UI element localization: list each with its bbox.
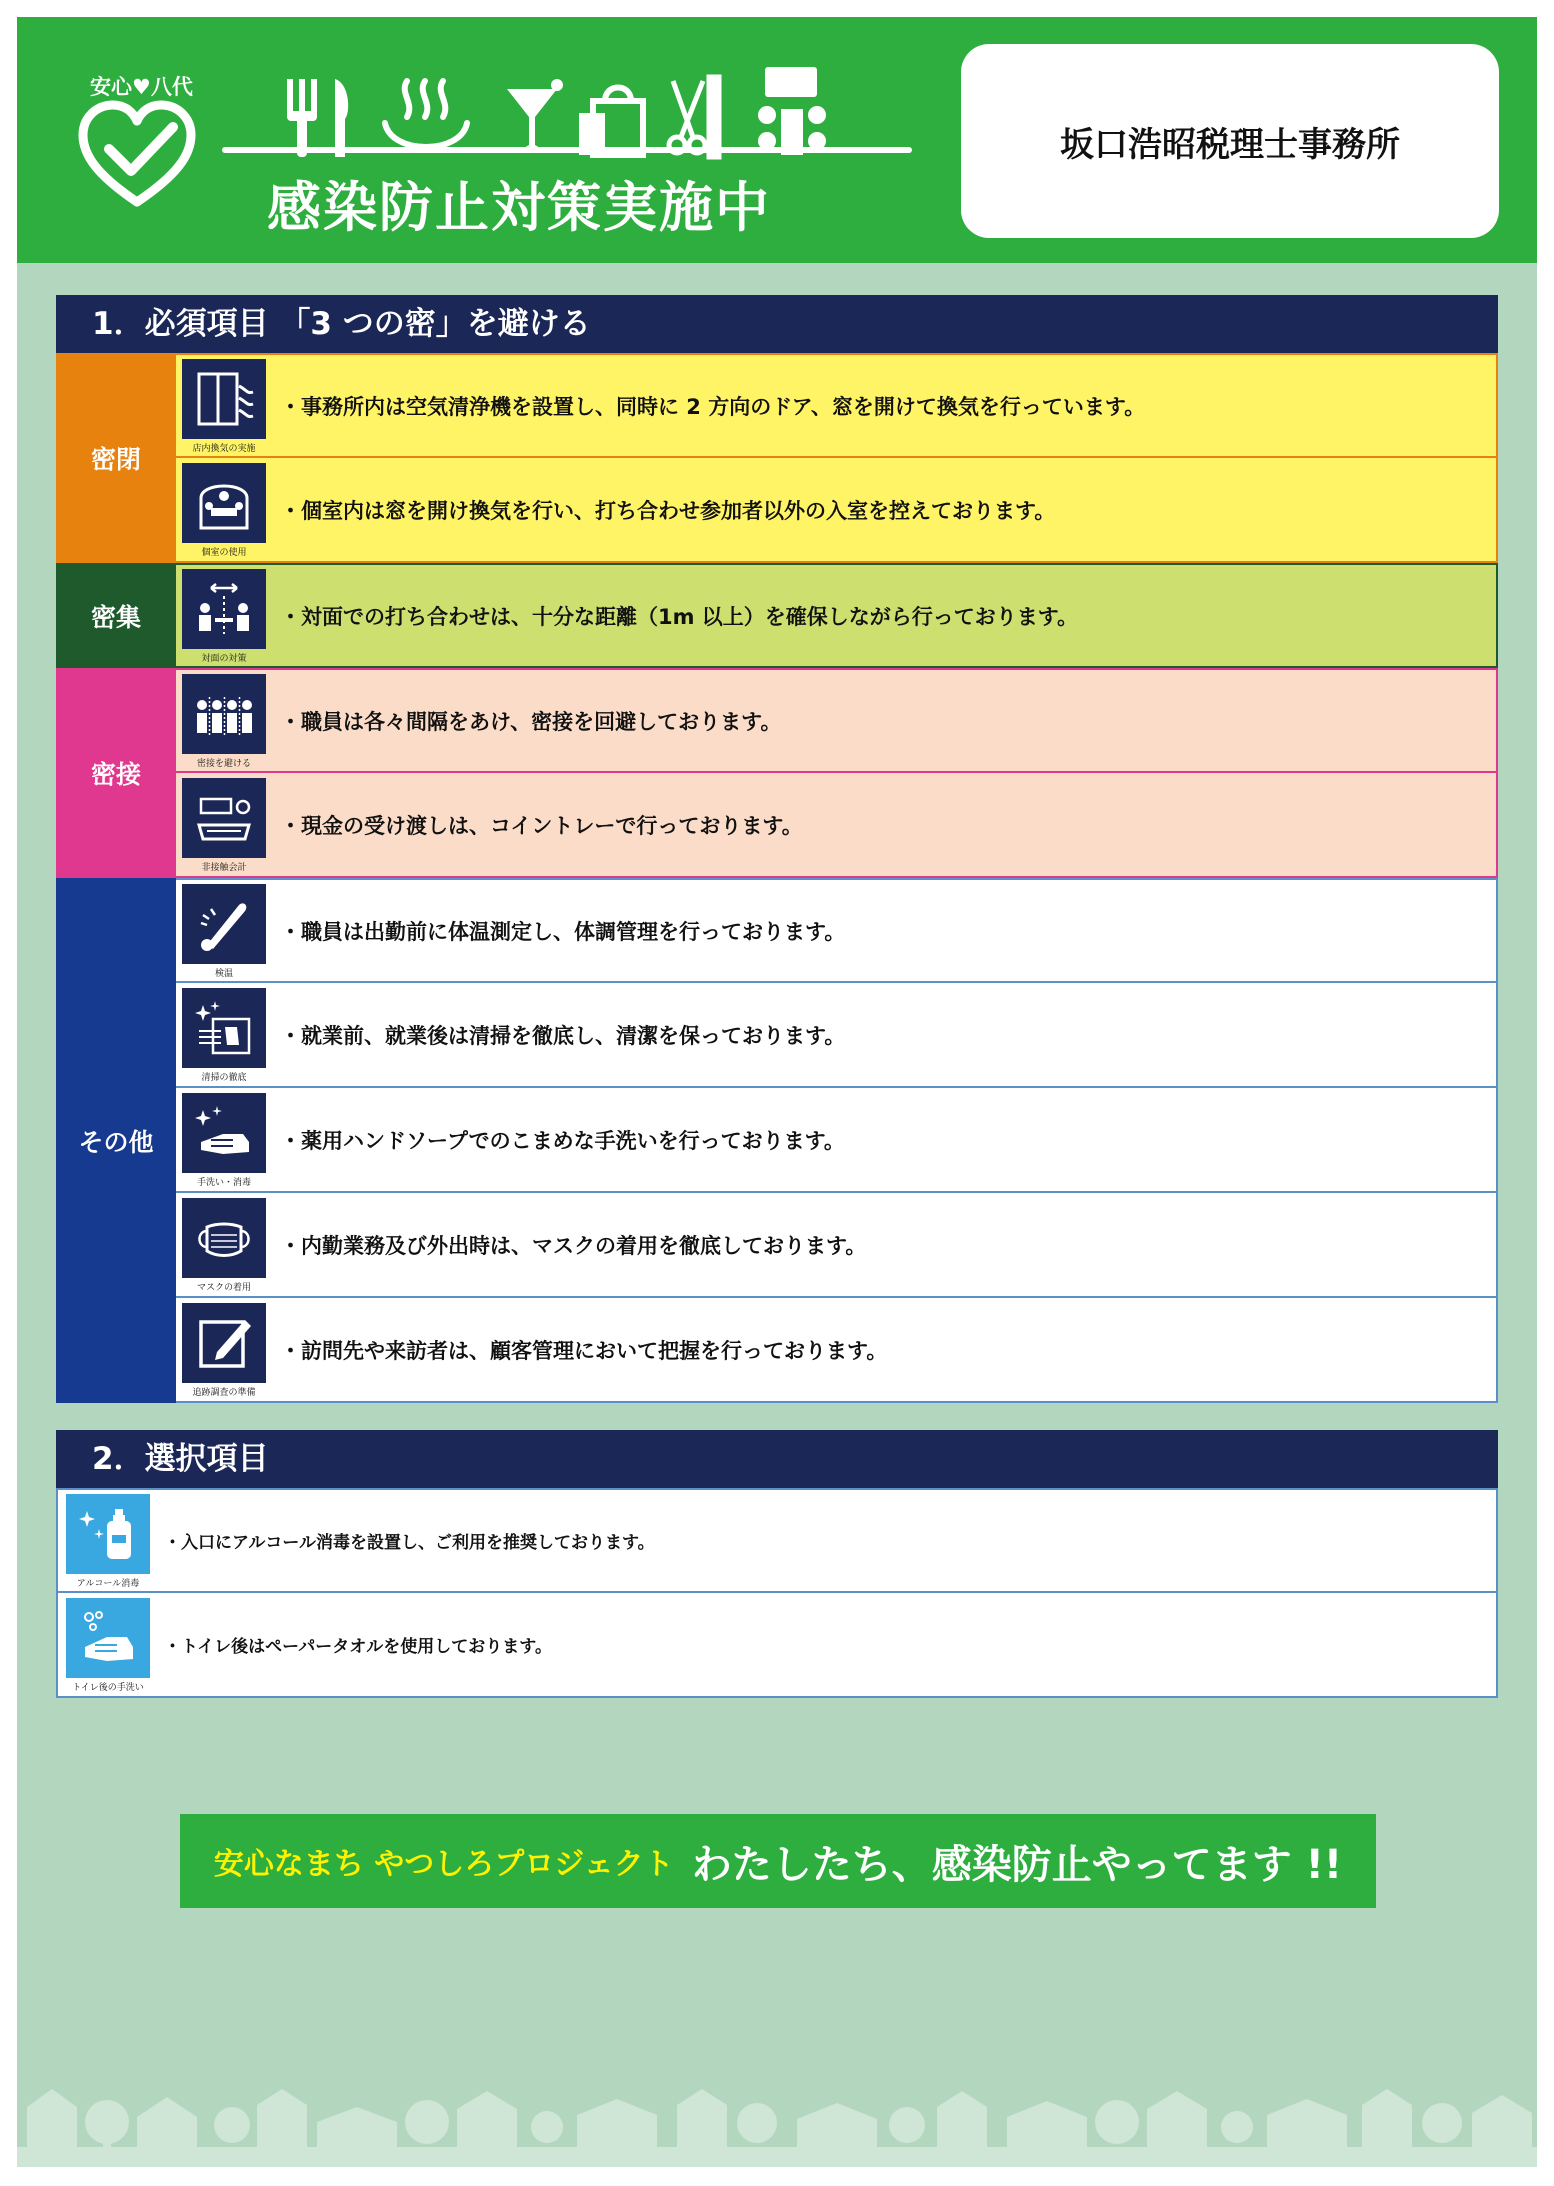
row-text: ・個室内は窓を開け換気を行い、打ち合わせ参加者以外の入室を控えております。 bbox=[280, 498, 1056, 523]
group-label-closed: 密閉 bbox=[56, 353, 176, 563]
row-text: ・職員は出勤前に体温測定し、体調管理を行っております。 bbox=[280, 919, 846, 944]
private-room-icon bbox=[193, 472, 255, 534]
fork-knife-icon bbox=[287, 79, 348, 157]
cocktail-icon bbox=[507, 79, 563, 153]
row-text: ・薬用ハンドソープでのこまめな手洗いを行っております。 bbox=[280, 1128, 845, 1153]
mask-icon bbox=[193, 1207, 255, 1269]
row-text: ・対面での打ち合わせは、十分な距離（1m 以上）を確保しながら行っております。 bbox=[280, 604, 1079, 629]
section-required-heading: 1．必須項目 「3 つの密」を避ける bbox=[56, 295, 1498, 353]
list-item bbox=[176, 983, 1498, 1088]
icon-caption: 個室の使用 bbox=[201, 547, 247, 558]
row-text: ・事務所内は空気清浄機を設置し、同時に 2 方向のドア、窓を開けて換気を行っています。 bbox=[280, 394, 1146, 419]
icon-caption: 検温 bbox=[214, 968, 233, 979]
group-close-contact bbox=[56, 668, 1498, 878]
cleaning-icon bbox=[193, 997, 255, 1059]
list-item bbox=[176, 668, 1498, 773]
group-closed-spaces bbox=[56, 353, 1498, 563]
toilet-hand-wash-icon bbox=[77, 1607, 139, 1669]
list-item bbox=[176, 458, 1498, 563]
row-text: ・内勤業務及び外出時は、マスクの着用を徹底しております。 bbox=[280, 1233, 867, 1258]
list-item bbox=[176, 353, 1498, 458]
icon-caption: 手洗い・消毒 bbox=[196, 1177, 251, 1188]
poster bbox=[17, 17, 1537, 2167]
section-required bbox=[56, 295, 1498, 1403]
section-optional bbox=[56, 1430, 1498, 1698]
group-crowded-places bbox=[56, 563, 1498, 668]
scissors-comb-icon bbox=[669, 77, 719, 157]
project-banner bbox=[180, 1814, 1376, 1908]
icon-caption: 密接を避ける bbox=[196, 758, 251, 769]
row-text: ・就業前、就業後は清掃を徹底し、清潔を保っております。 bbox=[280, 1023, 846, 1048]
list-item bbox=[56, 1488, 1498, 1593]
header bbox=[17, 17, 1537, 263]
office-name-box bbox=[961, 44, 1499, 238]
row-text: ・現金の受け渡しは、コイントレーで行っております。 bbox=[280, 813, 803, 838]
list-item bbox=[56, 1593, 1498, 1698]
meeting-icon bbox=[758, 67, 826, 155]
group-label-contact: 密接 bbox=[56, 668, 176, 878]
list-item bbox=[176, 878, 1498, 983]
hand-wash-icon bbox=[193, 1102, 255, 1164]
avoid-contact-icon bbox=[193, 683, 255, 745]
row-text: ・トイレ後はペーパータオルを使用しております。 bbox=[164, 1637, 552, 1657]
group-label-others: その他 bbox=[56, 878, 176, 1403]
ventilation-icon bbox=[193, 368, 255, 430]
project-name: 安心なまち やつしろプロジェクト bbox=[213, 1847, 674, 1882]
group-label-crowded: 密集 bbox=[56, 563, 176, 668]
row-text: ・訪問先や来訪者は、顧客管理において把握を行っております。 bbox=[280, 1338, 888, 1363]
list-item bbox=[176, 1088, 1498, 1193]
project-slogan: わたしたち、感染防止やってます !! bbox=[691, 1841, 1343, 1888]
icon-caption: トイレ後の手洗い bbox=[72, 1682, 144, 1693]
icon-caption: 対面の対策 bbox=[201, 653, 247, 664]
tracking-note-icon bbox=[193, 1312, 255, 1374]
icon-caption: 店内換気の実施 bbox=[192, 443, 256, 454]
section-optional-heading: 2．選択項目 bbox=[56, 1430, 1498, 1488]
town-silhouette-icon bbox=[17, 2067, 1537, 2167]
row-text: ・入口にアルコール消毒を設置し、ご利用を推奨しております。 bbox=[164, 1533, 655, 1553]
thermometer-icon bbox=[193, 893, 255, 955]
header-divider bbox=[222, 147, 912, 153]
alcohol-dispenser-icon bbox=[77, 1503, 139, 1565]
logo-text: 安心♥八代 bbox=[90, 75, 193, 99]
hot-spring-icon bbox=[385, 81, 467, 147]
header-icons bbox=[257, 61, 857, 161]
coin-tray-icon bbox=[193, 787, 255, 849]
header-title: 感染防止対策実施中 bbox=[267, 176, 771, 239]
face-to-face-distance-icon bbox=[193, 578, 255, 640]
list-item bbox=[176, 1298, 1498, 1403]
icon-caption: アルコール消毒 bbox=[76, 1578, 140, 1589]
icon-caption: 追跡調査の準備 bbox=[192, 1387, 256, 1398]
shopping-bag-icon bbox=[579, 88, 643, 156]
list-item bbox=[176, 773, 1498, 878]
list-item bbox=[176, 1193, 1498, 1298]
list-item bbox=[176, 563, 1498, 668]
group-others bbox=[56, 878, 1498, 1403]
icon-caption: 清掃の徹底 bbox=[201, 1072, 247, 1083]
heart-check-logo-icon bbox=[77, 97, 197, 212]
office-name: 坂口浩昭税理士事務所 bbox=[1060, 124, 1400, 165]
row-text: ・職員は各々間隔をあけ、密接を回避しております。 bbox=[280, 709, 782, 734]
icon-caption: 非接触会計 bbox=[201, 862, 247, 873]
icon-caption: マスクの着用 bbox=[196, 1282, 251, 1293]
